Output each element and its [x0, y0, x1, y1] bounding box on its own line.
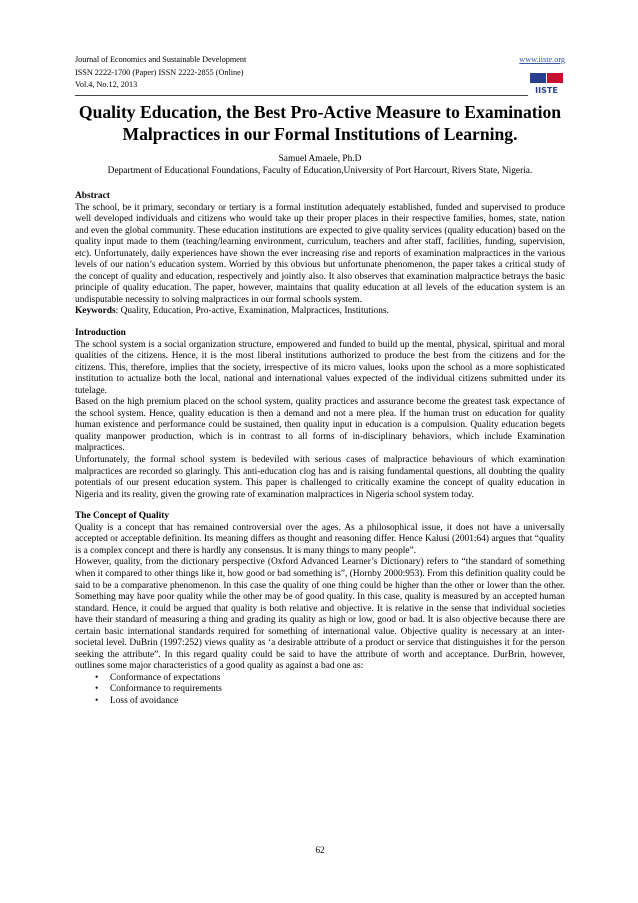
introduction-paragraph-2: Based on the high premium placed on the school system, quality practices and assurance become the greatest task expectance of the school system. Hence, quality education is then a demand and not a mere plea. If the human trust on education for quality human existence and performance could be sustained, then quality input in education is a compulsion. Quality education begets quality manpower production, which is in contrast to all forms of in-disciplinary behaviors, which include Examination malpractices. — [75, 397, 565, 454]
abstract-heading: Abstract — [75, 191, 110, 201]
journal-url-link[interactable]: www.iiste.org — [519, 55, 565, 64]
title-line-2: Malpractices in our Formal Institutions of Learning. — [122, 124, 518, 144]
iiste-logo-icon — [528, 70, 565, 96]
page-number: 62 — [315, 846, 325, 856]
introduction-paragraph-1: The school system is a social organization structure, empowered and funded to build up the mental, physical, spiritual and moral qualities of the citizens. Hence, it is the most liberal institutions authorized to produce the best from the citizens and for the citizens. This, therefore, implies that the society, irrespective of its micro values, looks upon the school as a more sophisticated institution to actualize both the local, national and international values expected of the individual citizens submitted under its tutelage. — [75, 339, 565, 396]
running-header — [75, 54, 565, 92]
abstract-text: The school, be it primary, secondary or tertiary is a formal institution adequately established, funded and supervised to produce well developed individuals and citizens who would take up their proper places in their respective families, homes, state, nation and even the global community. These education institutions are expected to give quality services (quality education) based on the quality input made to them (teaching/learning environment, curriculum, teachers and after staff, facilities, funding, supervision, etc). Unfortunately, daily experiences have shown the ever increasing rise and reports of examination malpractices in the various levels of our nation’s education system. Worried by this obvious but unfortunate phenomenon, the paper takes a critical study of the concept of quality and education, respectively and jointly also. It also observes that examination malpractice betrays the basic principle of quality education. The paper, however, maintains that quality education at all levels of the education system is an undisputable necessity to solving malpractices in our formal schools system. — [75, 202, 565, 305]
logo-text: IISTE — [535, 86, 558, 95]
bullet-icon: • — [95, 684, 99, 695]
paper-title — [70, 101, 570, 145]
journal-name: Journal of Economics and Sustainable Development — [75, 55, 247, 64]
volume-line: Vol.4, No.12, 2013 — [75, 80, 138, 89]
bullet-icon: • — [95, 672, 99, 683]
list-item: • Loss of avoidance — [95, 695, 179, 706]
author-affiliation: Department of Educational Foundations, Faculty of Education,University of Port Harcourt, Rivers State, Nigeria. — [107, 166, 533, 176]
introduction-heading: Introduction — [75, 328, 126, 339]
paper-body — [75, 191, 565, 708]
quality-characteristics-list — [75, 673, 565, 708]
concept-heading: The Concept of Quality — [75, 511, 170, 522]
introduction-paragraph-3: Unfortunately, the formal school system is bedeviled with serious cases of malpractice behaviours of which examination malpractices are recorded so glaringly. This anti-education clog has and is raising fundamental questions, all doubting the quality potentials of our present education system. This paper is challenged to critically examine the concept of quality education in Nigeria and its reality, given the growing rate of examination malpractices in Nigeria school system today. — [75, 455, 565, 500]
issn-line: ISSN 2222-1700 (Paper) ISSN 2222-2855 (Online) — [75, 67, 244, 77]
keywords-label: Keywords — [75, 306, 116, 317]
bullet-icon: • — [95, 695, 99, 706]
keywords-line — [75, 306, 565, 318]
title-line-1: Quality Education, the Best Pro-Active Measure to Examination — [78, 102, 562, 122]
list-item: • Conformance of expectations — [95, 672, 221, 683]
list-item: • Conformance to requirements — [95, 684, 222, 695]
header-rule — [75, 95, 565, 96]
author-name: Samuel Amaele, Ph.D — [278, 154, 362, 164]
concept-paragraph-2: However, quality, from the dictionary perspective (Oxford Advanced Learner’s Dictionary) refers to “the standard of something when it compared to other things like it, how good or bad something is”, (Hornby 2000:953). From this definition quality could be said to be a comparative phenomenon. In this case the quality of one thing could be higher than the other or lower than the other. Something may have poor quality while the other may be of good quality. In this case, quality is measured by an accepted human standard. Hence, it could be argued that quality is both relative and objective. It is relative in the sense that individual societies have their standard of measuring a thing and grading its quality as high or low, good or bad. It is also objective because there are certain basic international standards required for something of international value. Objective quality is necessary at an inter-societal level. DuBrin (1997:252) views quality as ‘a desirable attribute of a product or service that distinguishes it for the person seeking the attribute”. In this regard quality could be said to have the attribute of worth and acceptance. DurBrin, however, outlines some major characteristics of a good quality as against a bad one as: — [75, 557, 565, 672]
keywords-values: : Quality, Education, Pro-active, Examination, Malpractices, Institutions. — [115, 306, 389, 317]
concept-paragraph-1: Quality is a concept that has remained controversial over the ages. As a philosophical issue, it does not have a universally accepted or acceptable definition. Its meaning differs as thought and reasoning differ. Hence Kalusi (2001:64) argues that “quality is a complex concept and there is hardly any consensus. It is many things to many people”. — [75, 522, 565, 556]
